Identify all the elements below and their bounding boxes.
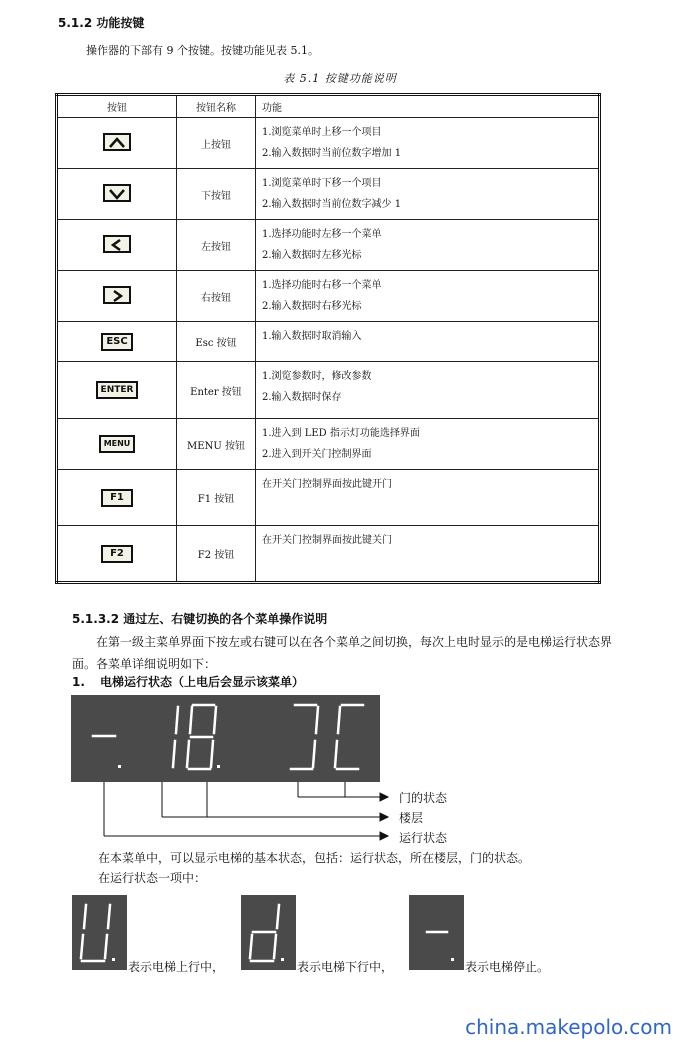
function-line: 1.浏览参数时，修改参数 (262, 371, 372, 382)
item-title: 电梯运行状态（上电后会显示该菜单） (100, 675, 305, 689)
description-line-2: 在运行状态一项中： (98, 871, 207, 885)
intro-text: 操作器的下部有 9 个按键。按键功能见表 5.1。 (86, 44, 319, 57)
function-line: 1.输入数据时取消输入 (262, 331, 362, 342)
f1-key-icon: F1 (101, 489, 133, 507)
label-door-status: 门的状态 (399, 791, 448, 805)
function-line: 1.浏览菜单时上移一个项目 (262, 127, 382, 138)
section-heading-5132: 5.1.3.2 通过左、右键切换的各个菜单操作说明 (72, 612, 328, 626)
button-name: 下按钮 (177, 169, 256, 220)
item-number: 1. (72, 675, 85, 689)
function-line: 1.进入到 LED 指示灯功能选择界面 (262, 428, 420, 439)
header-function: 功能 (256, 95, 600, 118)
button-name: F1 按钮 (177, 470, 256, 526)
button-name: Esc 按钮 (177, 322, 256, 362)
function-line: 在开关门控制界面按此键关门 (262, 535, 392, 546)
enter-key-icon: ENTER (96, 381, 139, 399)
function-line: 1.浏览菜单时下移一个项目 (262, 178, 382, 189)
seg-down-caption: 表示电梯下行中， (297, 960, 394, 974)
function-line: 1.选择功能时左移一个菜单 (262, 229, 382, 240)
function-line: 在开关门控制界面按此键开门 (262, 479, 392, 490)
function-line: 2.输入数据时右移光标 (262, 301, 362, 312)
seg-stop-caption: 表示电梯停止。 (465, 960, 550, 974)
description-line-1: 在本菜单中，可以显示电梯的基本状态，包括：运行状态，所在楼层，门的状态。 (98, 851, 531, 865)
header-button: 按钮 (57, 95, 177, 118)
seg-up-caption: 表示电梯上行中， (128, 960, 225, 974)
label-floor: 楼层 (399, 811, 424, 825)
button-name: F2 按钮 (177, 526, 256, 583)
function-line: 2.输入数据时当前位数字减少 1 (262, 199, 402, 210)
button-name: Enter 按钮 (177, 362, 256, 419)
header-button-name: 按钮名称 (177, 95, 256, 118)
esc-key-icon: ESC (101, 333, 132, 351)
button-name: 左按钮 (177, 220, 256, 271)
seg-up-icon (72, 895, 127, 970)
function-line: 2.输入数据时左移光标 (262, 250, 362, 261)
table-caption: 表 5.1 按键功能说明 (283, 72, 397, 85)
function-line: 2.输入数据时当前位数字增加 1 (262, 148, 402, 159)
button-name: MENU 按钮 (177, 419, 256, 470)
function-line: 2.输入数据时保存 (262, 392, 342, 403)
label-run-status: 运行状态 (399, 831, 448, 845)
menu-key-icon: MENU (99, 435, 136, 453)
watermark: china.makepolo.com (465, 1015, 672, 1039)
button-name: 右按钮 (177, 271, 256, 322)
function-line: 2.进入到开关门控制界面 (262, 449, 372, 460)
menu-switch-paragraph: 在第一级主菜单界面下按左或右键可以在各个菜单之间切换，每次上电时显示的是电梯运行状态界面。各菜单详细说明如下： (72, 635, 613, 671)
f2-key-icon: F2 (101, 545, 133, 563)
seg-stop-icon (409, 895, 464, 970)
section-heading-512: 5.1.2 功能按键 (58, 16, 145, 30)
seg-down-icon (241, 895, 296, 970)
button-name: 上按钮 (177, 118, 256, 169)
function-line: 1.选择功能时右移一个菜单 (262, 280, 382, 291)
